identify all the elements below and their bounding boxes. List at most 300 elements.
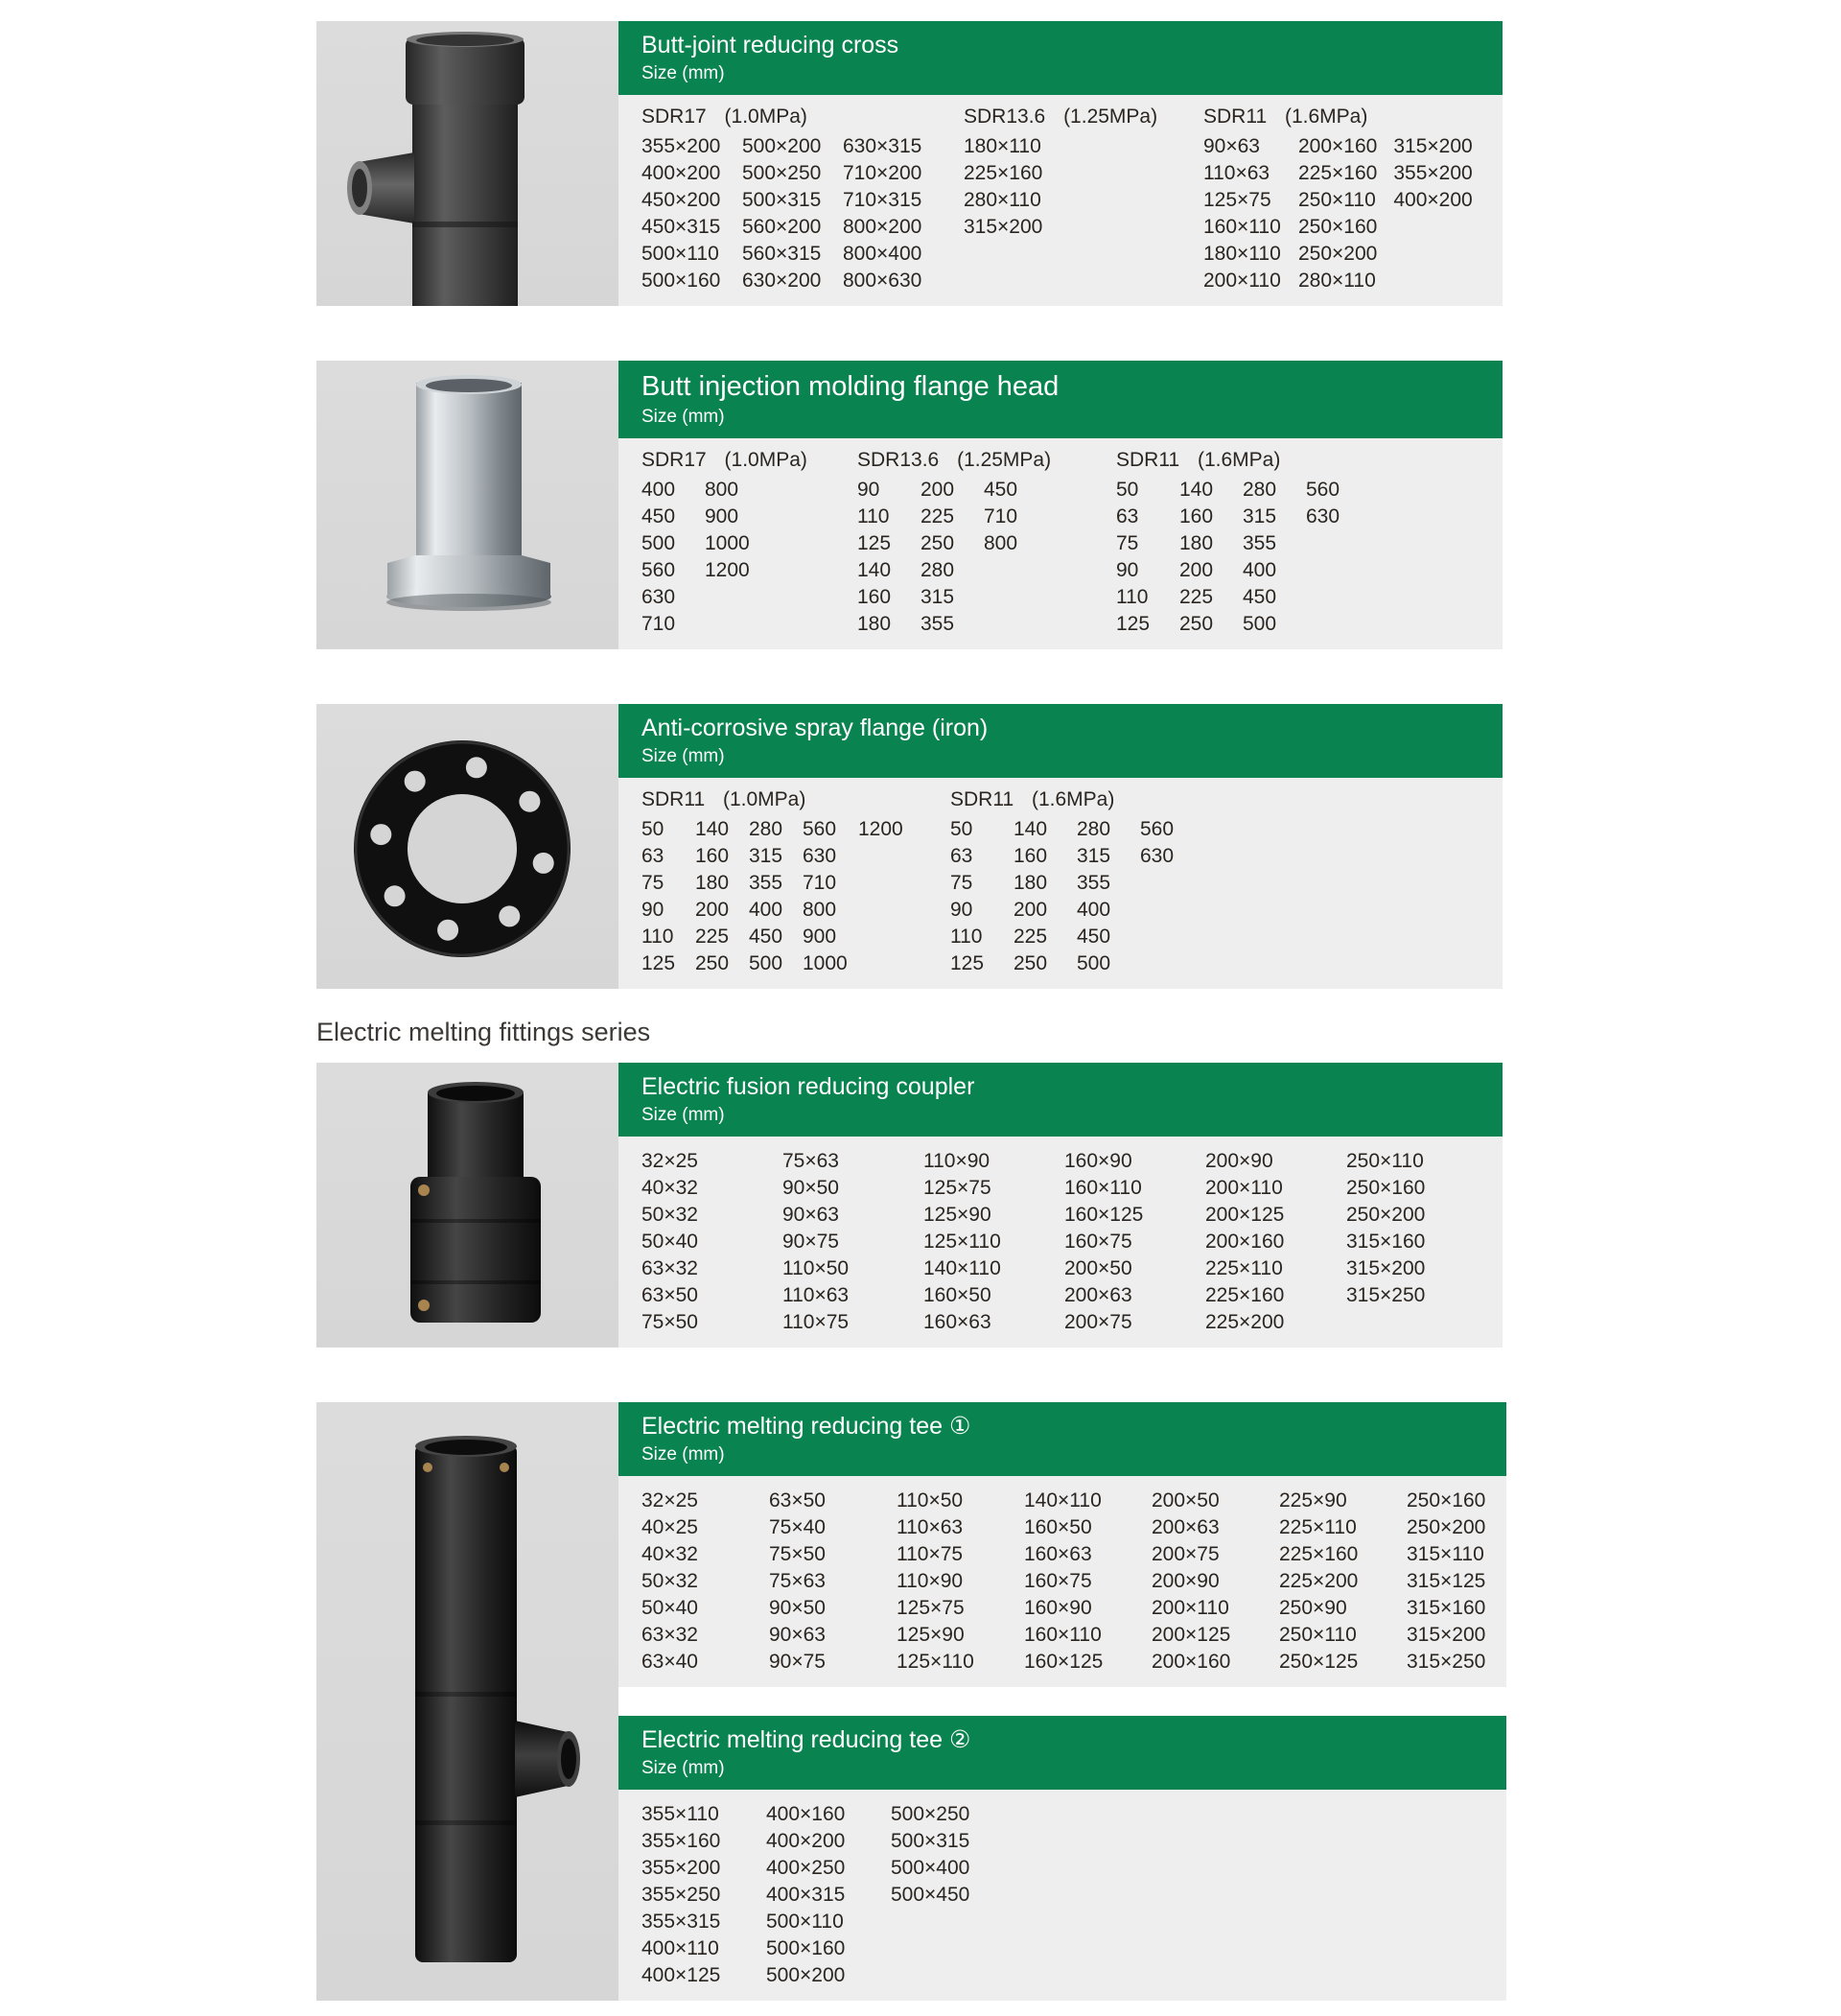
pressure-rating: (1.25MPa): [957, 449, 1052, 471]
size-value: 125: [1116, 613, 1151, 635]
size-value: 225×160: [964, 162, 1043, 184]
size-column: [705, 477, 750, 638]
size-column: [1024, 1488, 1112, 1676]
size-value: 450: [641, 505, 676, 527]
size-value: 500×250: [742, 162, 822, 184]
size-value: 110×50: [782, 1257, 850, 1279]
size-value: 200×160: [1205, 1231, 1285, 1253]
size-column: [695, 816, 737, 977]
size-column: [858, 816, 902, 977]
sdr-rating: SDR13.6: [964, 105, 1046, 128]
section-header: [618, 1716, 1506, 1790]
size-value: 280×110: [964, 189, 1041, 211]
size-value: 63×50: [641, 1284, 698, 1306]
size-value: 400×110: [641, 1937, 719, 1959]
size-column: [641, 133, 724, 294]
size-value: 90×63: [769, 1624, 826, 1646]
section-title: Electric fusion reducing coupler: [641, 1073, 975, 1100]
size-value: 50: [641, 818, 664, 840]
size-column: [1393, 133, 1472, 294]
size-value: 250: [1014, 952, 1048, 974]
size-value: 355×315: [641, 1911, 721, 1933]
size-columns: [641, 1488, 1495, 1676]
size-value: 63: [950, 845, 973, 867]
size-value: 160: [695, 845, 730, 867]
size-value: 200×125: [1152, 1624, 1231, 1646]
size-value: 500: [749, 952, 783, 974]
size-value: 800×630: [843, 270, 922, 292]
size-value: 160×63: [1024, 1543, 1092, 1565]
sdr-rating: SDR17: [641, 105, 707, 128]
size-value: 90×50: [782, 1177, 839, 1199]
size-value: 1000: [803, 952, 848, 974]
size-value: 200: [1014, 899, 1048, 921]
size-value: 500×315: [891, 1830, 970, 1852]
size-value: 710: [984, 505, 1018, 527]
size-table: [618, 1790, 1506, 2001]
size-value: 315×160: [1346, 1231, 1426, 1253]
size-column: [950, 816, 994, 977]
size-value: 225: [695, 926, 730, 948]
size-value: 450: [984, 479, 1018, 501]
size-column: [891, 1801, 979, 1989]
size-column: [1152, 1488, 1240, 1676]
size-value: 500×315: [742, 189, 822, 211]
size-value: 355×160: [641, 1830, 721, 1852]
size-columns: [641, 1801, 979, 1989]
sdr-group: [641, 101, 929, 294]
sdr-group: [950, 784, 1184, 977]
size-column: [1077, 816, 1121, 977]
size-value: 140: [1014, 818, 1048, 840]
size-value: 280: [1243, 479, 1277, 501]
size-column: [1298, 133, 1377, 294]
size-value: 90×75: [769, 1651, 826, 1673]
size-column: [749, 816, 791, 977]
size-value: 280: [1077, 818, 1111, 840]
size-value: 200: [1179, 559, 1214, 581]
size-value: 50×40: [641, 1597, 698, 1619]
size-value: 75×50: [641, 1311, 698, 1333]
size-value: 75: [641, 872, 664, 894]
size-value: 125×75: [1203, 189, 1271, 211]
section-butt-joint-reducing-cross: [316, 21, 1503, 306]
section-anti-corrosive-spray-flange: [316, 704, 1503, 989]
size-value: 450: [1077, 926, 1111, 948]
size-value: 400×125: [641, 1964, 721, 1986]
size-value: 160: [857, 586, 892, 608]
size-column: [1179, 477, 1223, 638]
size-value: 315: [1243, 505, 1277, 527]
size-value: 200×110: [1203, 270, 1281, 292]
size-column: [766, 1801, 854, 1989]
size-value: 110×90: [923, 1150, 990, 1172]
size-value: 355×250: [641, 1884, 721, 1906]
size-column: [641, 1801, 730, 1989]
sdr-rating: SDR11: [1203, 105, 1268, 128]
size-value: 225: [1014, 926, 1048, 948]
size-table: [618, 1137, 1503, 1348]
pressure-rating: (1.6MPa): [1284, 105, 1368, 128]
size-value: 250×110: [1346, 1150, 1424, 1172]
size-value: 50: [1116, 479, 1139, 501]
size-value: 75×50: [769, 1543, 826, 1565]
section-butt-injection-molding-flange-head: [316, 361, 1503, 649]
size-value: 125×110: [897, 1651, 974, 1673]
size-value: 500×400: [891, 1857, 970, 1879]
size-value: 75×63: [782, 1150, 839, 1172]
size-value: 250×90: [1279, 1597, 1347, 1619]
size-table: [618, 1476, 1506, 1687]
size-value: 125×110: [923, 1231, 1001, 1253]
sdr-group-header: [964, 101, 1169, 133]
size-value: 160×63: [923, 1311, 991, 1333]
size-value: 630: [641, 586, 676, 608]
size-value: 315×200: [1393, 135, 1473, 157]
size-value: 250×160: [1407, 1489, 1486, 1512]
size-value: 160×50: [1024, 1516, 1092, 1538]
size-value: 200: [920, 479, 955, 501]
sdr-rating: SDR13.6: [857, 449, 940, 471]
size-column: [1407, 1488, 1495, 1676]
size-value: 200×63: [1152, 1516, 1220, 1538]
size-value: 200×125: [1205, 1204, 1285, 1226]
size-value: 180×110: [1203, 243, 1281, 265]
size-value: 110×90: [897, 1570, 964, 1592]
size-value: 110×63: [897, 1516, 964, 1538]
section-electric-melting-reducing-tees: [316, 1402, 1503, 2001]
section-electric-fusion-reducing-coupler: [316, 1063, 1503, 1348]
size-value: 560: [1140, 818, 1175, 840]
size-value: 32×25: [641, 1150, 698, 1172]
reducing-tee-graphic: [316, 1404, 618, 1999]
size-value: 50×32: [641, 1570, 698, 1592]
size-value: 140×110: [923, 1257, 1001, 1279]
section-title: Anti-corrosive spray flange (iron): [641, 715, 989, 741]
section-header: [618, 361, 1503, 438]
size-value: 200×90: [1205, 1150, 1273, 1172]
size-value: 90×63: [1203, 135, 1260, 157]
reducing-tee-photo: [316, 1402, 618, 2001]
sdr-group: [857, 444, 1087, 638]
size-value: 160×125: [1024, 1651, 1104, 1673]
size-value: 110: [857, 505, 890, 527]
size-value: 225: [920, 505, 955, 527]
size-value: 1200: [858, 818, 903, 840]
flange-head-graphic: [316, 365, 618, 645]
size-value: 630: [1140, 845, 1175, 867]
subsection-reducing-tee-1: [618, 1402, 1506, 1687]
size-column: [920, 477, 965, 638]
size-value: 125×75: [923, 1177, 991, 1199]
size-column: [1014, 816, 1058, 977]
size-column: [984, 477, 1028, 638]
flange-head-photo: [316, 361, 618, 649]
size-value: 400: [1077, 899, 1111, 921]
size-column: [803, 816, 847, 977]
size-value: 225×200: [1205, 1311, 1285, 1333]
size-value: 250: [1179, 613, 1214, 635]
size-value: 50×32: [641, 1204, 698, 1226]
size-value: 400×200: [1393, 189, 1473, 211]
size-value: 75: [1116, 532, 1139, 554]
size-columns: [964, 133, 1169, 241]
size-value: 630: [803, 845, 837, 867]
size-value: 450: [749, 926, 783, 948]
size-value: 250×110: [1298, 189, 1376, 211]
size-unit-label: Size (mm): [641, 1105, 725, 1125]
section-title: Butt-joint reducing cross: [641, 32, 899, 59]
size-value: 500×110: [766, 1911, 844, 1933]
size-value: 160×110: [1064, 1177, 1142, 1199]
size-value: 140: [695, 818, 730, 840]
size-value: 250×110: [1279, 1624, 1357, 1646]
size-value: 90×63: [782, 1204, 839, 1226]
size-value: 125×90: [897, 1624, 965, 1646]
sdr-group-header: [641, 101, 929, 133]
size-value: 225×160: [1279, 1543, 1359, 1565]
size-value: 225×200: [1279, 1570, 1359, 1592]
size-value: 280×110: [1298, 270, 1376, 292]
size-columns: [1116, 477, 1350, 638]
size-value: 160×90: [1024, 1597, 1092, 1619]
size-value: 500×200: [766, 1964, 846, 1986]
size-value: 500: [641, 532, 676, 554]
size-value: 225×110: [1279, 1516, 1357, 1538]
size-value: 710: [641, 613, 676, 635]
size-value: 75×63: [769, 1570, 826, 1592]
size-value: 63: [641, 845, 664, 867]
size-value: 40×32: [641, 1543, 698, 1565]
size-value: 90×50: [769, 1597, 826, 1619]
sdr-group-header: [1203, 101, 1473, 133]
size-value: 250×160: [1346, 1177, 1426, 1199]
size-table: [618, 778, 1503, 989]
size-value: 1000: [705, 532, 750, 554]
size-value: 125×75: [897, 1597, 965, 1619]
size-value: 315: [749, 845, 783, 867]
size-value: 75: [950, 872, 973, 894]
size-value: 400: [641, 479, 676, 501]
size-columns: [641, 1148, 1434, 1336]
size-value: 110: [1116, 586, 1149, 608]
size-value: 160×50: [923, 1284, 991, 1306]
size-value: 400×200: [641, 162, 721, 184]
size-value: 63×32: [641, 1257, 698, 1279]
size-value: 500×250: [891, 1803, 970, 1825]
size-table: [618, 95, 1503, 306]
size-value: 160×75: [1064, 1231, 1132, 1253]
size-value: 315×160: [1407, 1597, 1486, 1619]
size-value: 250: [920, 532, 955, 554]
sdr-group: [641, 784, 902, 977]
size-value: 160×110: [1024, 1624, 1102, 1646]
size-value: 500×160: [766, 1937, 846, 1959]
size-value: 200×90: [1152, 1570, 1220, 1592]
size-column: [1203, 133, 1282, 294]
size-unit-label: Size (mm): [641, 1758, 725, 1778]
size-unit-label: Size (mm): [641, 746, 725, 766]
size-columns: [641, 816, 902, 977]
size-value: 500: [1077, 952, 1111, 974]
size-value: 630×200: [742, 270, 822, 292]
size-value: 180: [1014, 872, 1048, 894]
size-value: 315×250: [1346, 1284, 1426, 1306]
size-value: 710×315: [843, 189, 922, 211]
sdr-group-header: [641, 784, 902, 816]
pressure-rating: (1.0MPa): [722, 788, 806, 810]
size-value: 400×200: [766, 1830, 846, 1852]
size-value: 200×63: [1064, 1284, 1132, 1306]
size-value: 200×75: [1152, 1543, 1220, 1565]
size-value: 315×200: [1407, 1624, 1486, 1646]
reducing-coupler-graphic: [316, 1064, 618, 1347]
size-value: 560×315: [742, 243, 822, 265]
size-value: 500×200: [742, 135, 822, 157]
size-value: 800: [705, 479, 739, 501]
size-value: 355: [1077, 872, 1111, 894]
section-header: [618, 21, 1503, 95]
size-value: 140: [1179, 479, 1214, 501]
size-value: 560×200: [742, 216, 822, 238]
size-value: 90: [1116, 559, 1139, 581]
size-value: 225×110: [1205, 1257, 1283, 1279]
size-value: 90×75: [782, 1231, 839, 1253]
sdr-rating: SDR11: [950, 788, 1014, 810]
size-value: 110×63: [782, 1284, 850, 1306]
tee-tables-stack: [618, 1402, 1506, 2001]
size-value: 500: [1243, 613, 1277, 635]
size-value: 40×25: [641, 1516, 698, 1538]
size-value: 63×32: [641, 1624, 698, 1646]
size-value: 315: [920, 586, 955, 608]
size-value: 500×160: [641, 270, 721, 292]
size-column: [1346, 1148, 1434, 1336]
size-value: 630: [1306, 505, 1340, 527]
size-value: 315×250: [1407, 1651, 1486, 1673]
size-value: 800: [803, 899, 837, 921]
size-value: 400: [749, 899, 783, 921]
size-value: 180: [695, 872, 730, 894]
size-value: 250×125: [1279, 1651, 1359, 1673]
size-column: [782, 1148, 871, 1336]
size-value: 200×75: [1064, 1311, 1132, 1333]
sdr-group: [1116, 444, 1350, 638]
size-column: [1306, 477, 1350, 638]
size-value: 140×110: [1024, 1489, 1102, 1512]
size-value: 1200: [705, 559, 750, 581]
size-value: 225×160: [1298, 162, 1378, 184]
size-columns: [641, 477, 828, 638]
size-value: 250×160: [1298, 216, 1378, 238]
size-columns: [1203, 133, 1473, 294]
size-unit-label: Size (mm): [641, 407, 725, 427]
size-value: 110×50: [897, 1489, 964, 1512]
size-value: 200×50: [1152, 1489, 1220, 1512]
size-column: [1140, 816, 1184, 977]
sdr-group-header: [1116, 444, 1350, 477]
size-value: 50: [950, 818, 973, 840]
size-value: 40×32: [641, 1177, 698, 1199]
size-value: 315×110: [1407, 1543, 1484, 1565]
size-value: 280: [920, 559, 955, 581]
size-value: 500×450: [891, 1884, 970, 1906]
size-column: [897, 1488, 985, 1676]
size-value: 900: [705, 505, 739, 527]
size-value: 250×200: [1298, 243, 1378, 265]
size-columns: [950, 816, 1184, 977]
size-value: 400×315: [766, 1884, 846, 1906]
size-value: 63×50: [769, 1489, 826, 1512]
size-value: 75×40: [769, 1516, 826, 1538]
sdr-group-header: [641, 444, 828, 477]
size-value: 125: [857, 532, 892, 554]
pressure-rating: (1.6MPa): [1197, 449, 1281, 471]
size-value: 160×75: [1024, 1570, 1092, 1592]
size-value: 400×250: [766, 1857, 846, 1879]
size-value: 110: [641, 926, 674, 948]
size-value: 160×90: [1064, 1150, 1132, 1172]
size-value: 355×200: [641, 135, 721, 157]
pressure-rating: (1.25MPa): [1063, 105, 1158, 128]
size-value: 160: [1014, 845, 1048, 867]
pressure-rating: (1.0MPa): [724, 449, 807, 471]
subsection-reducing-tee-2: [618, 1716, 1506, 2001]
size-value: 180×110: [964, 135, 1041, 157]
size-value: 450×200: [641, 189, 721, 211]
size-value: 200×160: [1152, 1651, 1231, 1673]
size-value: 110: [950, 926, 983, 948]
size-value: 900: [803, 926, 837, 948]
sdr-rating: SDR11: [641, 788, 706, 810]
size-value: 315×200: [1346, 1257, 1426, 1279]
section-title: Electric melting reducing tee ②: [641, 1726, 971, 1753]
sdr-group: [964, 101, 1169, 241]
size-column: [1116, 477, 1160, 638]
size-value: 800: [984, 532, 1018, 554]
size-column: [1243, 477, 1287, 638]
size-value: 355×200: [641, 1857, 721, 1879]
size-value: 560: [641, 559, 676, 581]
size-value: 125: [641, 952, 676, 974]
size-value: 160: [1179, 505, 1214, 527]
size-column: [843, 133, 925, 294]
size-value: 250×200: [1407, 1516, 1486, 1538]
sdr-group: [641, 444, 828, 638]
size-column: [641, 816, 684, 977]
size-value: 710: [803, 872, 837, 894]
size-value: 90: [641, 899, 664, 921]
size-column: [857, 477, 901, 638]
sdr-rating: SDR17: [641, 449, 707, 471]
size-unit-label: Size (mm): [641, 63, 725, 83]
size-value: 560: [803, 818, 837, 840]
size-value: 160×125: [1064, 1204, 1144, 1226]
size-unit-label: Size (mm): [641, 1444, 725, 1465]
size-value: 63: [1116, 505, 1139, 527]
pressure-rating: (1.0MPa): [724, 105, 807, 128]
reducing-cross-graphic: [316, 22, 618, 306]
sdr-group-header: [950, 784, 1184, 816]
series-heading: Electric melting fittings series: [316, 1018, 651, 1046]
size-value: 450×315: [641, 216, 721, 238]
size-column: [1064, 1148, 1153, 1336]
size-value: 355: [749, 872, 783, 894]
size-value: 200×160: [1298, 135, 1378, 157]
size-column: [641, 1148, 730, 1336]
size-value: 200×110: [1205, 1177, 1283, 1199]
size-value: 315: [1077, 845, 1111, 867]
